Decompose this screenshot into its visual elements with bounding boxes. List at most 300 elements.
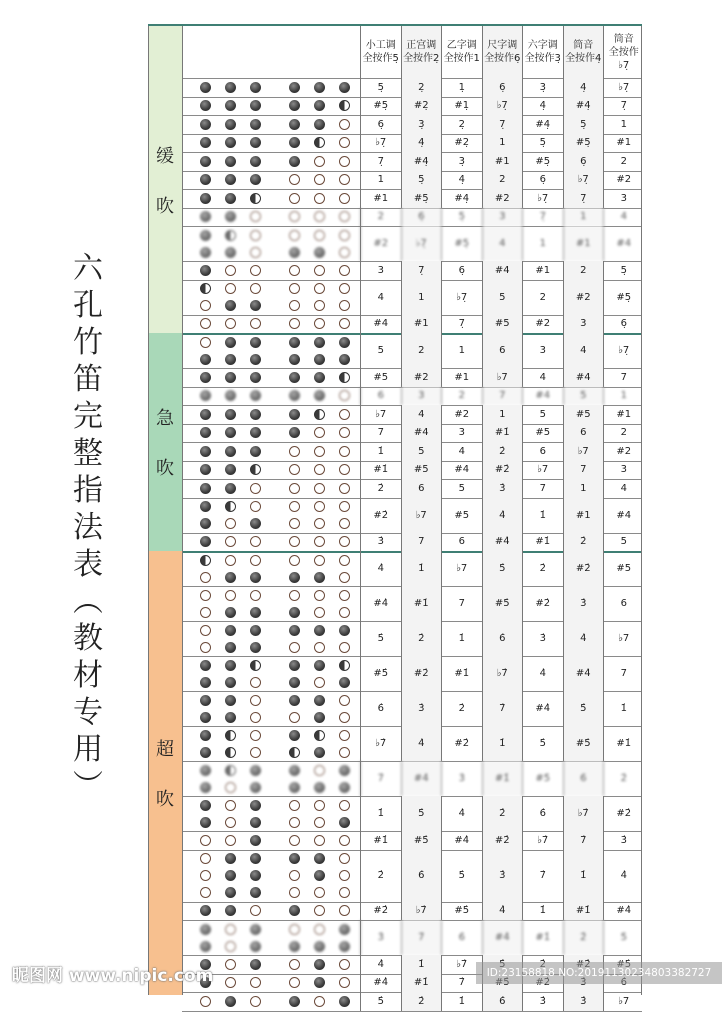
closed-hole-icon (339, 82, 350, 93)
hole-line (182, 262, 360, 279)
title-char: 六 (73, 251, 103, 286)
note-cell: 6 (401, 479, 442, 498)
note-cell: #4 (563, 368, 604, 387)
open-hole-icon (314, 555, 325, 566)
open-hole-icon (339, 427, 350, 438)
table-row (182, 761, 642, 797)
closed-hole-icon (200, 137, 211, 148)
fingering-diagram (182, 533, 360, 552)
note-cell: 3̇̇ (522, 992, 563, 1011)
closed-hole-icon (289, 390, 300, 401)
closed-hole-icon (200, 782, 211, 793)
half-hole-icon (250, 660, 261, 671)
closed-hole-icon (250, 800, 261, 811)
open-hole-icon (314, 427, 325, 438)
note-cell: #2̇̇ (360, 902, 401, 921)
open-hole-icon (339, 464, 350, 475)
note-cell: 5̇ (603, 920, 644, 955)
open-hole-icon (314, 464, 325, 475)
fingering-diagram (182, 97, 360, 116)
open-hole-icon (200, 625, 211, 636)
open-hole-icon (289, 211, 300, 222)
note-cell: 7 (563, 461, 604, 480)
open-hole-icon (339, 518, 350, 529)
open-hole-icon (339, 318, 350, 329)
fingering-diagram (182, 208, 360, 227)
half-hole-icon (225, 765, 236, 776)
fingering-diagram (182, 920, 360, 955)
closed-hole-icon (225, 119, 236, 130)
note-cell: 5̣ (522, 134, 563, 153)
note-cell: 3̣ (441, 152, 482, 171)
closed-hole-icon (289, 156, 300, 167)
note-cell: #4̇ (482, 533, 523, 552)
table-row (182, 850, 642, 903)
note-cell: 1̇ (360, 442, 401, 461)
note-cell: ♭7 (360, 405, 401, 424)
column-key: 筒音 (573, 40, 594, 51)
closed-hole-icon (200, 372, 211, 383)
note-cell: #5 (482, 315, 523, 334)
open-hole-icon (225, 283, 236, 294)
table-row (182, 226, 642, 262)
note-cell: #5̇ (563, 726, 604, 761)
open-hole-icon (289, 590, 300, 601)
note-cell: 1 (360, 171, 401, 190)
open-hole-icon (225, 265, 236, 276)
note-cell: 2 (563, 261, 604, 280)
closed-hole-icon (225, 887, 236, 898)
note-cell: 4 (603, 208, 644, 227)
note-cell: 6̣ (482, 78, 523, 97)
open-hole-icon (250, 677, 261, 688)
note-cell: 6̣ (563, 152, 604, 171)
note-cell: 5̣ (603, 261, 644, 280)
closed-hole-icon (289, 607, 300, 618)
note-cell: 6̇ (563, 761, 604, 796)
open-hole-icon (339, 747, 350, 758)
note-cell: ♭7̣ (603, 333, 644, 368)
note-cell: 2 (522, 280, 563, 315)
closed-hole-icon (339, 337, 350, 348)
column-header (360, 26, 401, 78)
open-hole-icon (225, 924, 236, 935)
note-cell: ♭7̇ (563, 796, 604, 831)
note-cell: 7̇ (401, 920, 442, 955)
note-cell: 6 (441, 533, 482, 552)
section-char: 吹 (156, 195, 174, 217)
open-hole-icon (314, 283, 325, 294)
fingering-diagram (182, 171, 360, 190)
closed-hole-icon (250, 82, 261, 93)
fingering-diagram (182, 226, 360, 261)
open-hole-icon (314, 536, 325, 547)
note-cell: #4̣ (563, 97, 604, 116)
note-cell: #2 (603, 171, 644, 190)
note-cell: #5 (441, 498, 482, 533)
hole-line (182, 244, 360, 261)
hole-line (182, 993, 360, 1010)
half-hole-icon (339, 372, 350, 383)
closed-hole-icon (250, 156, 261, 167)
hole-line (182, 79, 360, 96)
closed-hole-icon (200, 677, 211, 688)
closed-hole-icon (250, 765, 261, 776)
table-row (182, 97, 642, 117)
table-row (182, 208, 642, 228)
note-cell: 6 (603, 586, 644, 621)
open-hole-icon (314, 518, 325, 529)
open-hole-icon (289, 817, 300, 828)
open-hole-icon (200, 300, 211, 311)
half-hole-icon (250, 193, 261, 204)
half-hole-icon (200, 555, 211, 566)
closed-hole-icon (250, 607, 261, 618)
note-cell: 3̇ (401, 691, 442, 726)
closed-hole-icon (200, 390, 211, 401)
open-hole-icon (289, 642, 300, 653)
note-cell: ♭7̣ (441, 280, 482, 315)
title-char: 表 (73, 547, 103, 582)
closed-hole-icon (289, 409, 300, 420)
column-header (603, 26, 644, 78)
table-row (182, 902, 642, 922)
half-hole-icon (250, 464, 261, 475)
open-hole-icon (339, 853, 350, 864)
fingering-diagram (182, 333, 360, 368)
closed-hole-icon (289, 660, 300, 671)
note-cell: 3 (441, 424, 482, 443)
closed-hole-icon (225, 695, 236, 706)
note-cell: 3̣ (401, 115, 442, 134)
table-row (182, 261, 642, 281)
closed-hole-icon (225, 853, 236, 864)
note-cell: #4̣ (522, 115, 563, 134)
table-row (182, 78, 642, 98)
note-cell: 6̇ (522, 796, 563, 831)
closed-hole-icon (250, 835, 261, 846)
closed-hole-icon (250, 887, 261, 898)
open-hole-icon (339, 174, 350, 185)
note-cell: #2 (603, 442, 644, 461)
open-hole-icon (200, 337, 211, 348)
note-cell: #2 (563, 280, 604, 315)
note-cell: 5̣ (563, 115, 604, 134)
note-cell: 4 (522, 368, 563, 387)
note-cell: #1 (522, 261, 563, 280)
note-cell: 4̇ (441, 796, 482, 831)
note-cell: 5̇ (441, 850, 482, 902)
title-char: 材 (73, 658, 103, 693)
open-hole-icon (339, 905, 350, 916)
note-cell: #5̇ (522, 761, 563, 796)
note-cell: #4̇ (563, 656, 604, 691)
closed-hole-icon (289, 427, 300, 438)
hole-line (182, 902, 360, 919)
note-cell: 7̣ (522, 208, 563, 227)
open-hole-icon (339, 536, 350, 547)
closed-hole-icon (225, 677, 236, 688)
closed-hole-icon (289, 730, 300, 741)
fingering-diagram (182, 78, 360, 97)
closed-hole-icon (339, 677, 350, 688)
open-hole-icon (339, 483, 350, 494)
note-cell: ♭7̣ (482, 97, 523, 116)
grid-line (148, 26, 149, 995)
open-hole-icon (289, 924, 300, 935)
note-cell: 1̇ (401, 551, 442, 586)
note-cell: 5 (441, 479, 482, 498)
note-cell: #5̣ (563, 134, 604, 153)
closed-hole-icon (225, 625, 236, 636)
note-cell: 3̇̇ (563, 992, 604, 1011)
open-hole-icon (314, 211, 325, 222)
note-cell: #4 (603, 498, 644, 533)
note-cell: ♭7̣ (563, 171, 604, 190)
note-cell: 2̇ (482, 442, 523, 461)
note-cell: #1 (441, 368, 482, 387)
note-cell: 1̇ (603, 691, 644, 726)
hole-line (182, 315, 360, 332)
hole-line (182, 533, 360, 550)
header-row (182, 26, 642, 79)
closed-hole-icon (250, 390, 261, 401)
open-hole-icon (289, 265, 300, 276)
note-cell: #5 (563, 405, 604, 424)
note-cell: ♭7̣ (603, 78, 644, 97)
note-cell: #4̇ (360, 586, 401, 621)
column-key: 小工调 (365, 40, 396, 51)
note-cell: 7̣ (401, 261, 442, 280)
closed-hole-icon (289, 337, 300, 348)
note-cell: ♭7̇ (522, 831, 563, 850)
closed-hole-icon (250, 853, 261, 864)
open-hole-icon (225, 555, 236, 566)
hole-line (182, 171, 360, 188)
closed-hole-icon (314, 695, 325, 706)
note-cell: 5̇̇ (360, 992, 401, 1011)
half-hole-icon (200, 283, 211, 294)
open-hole-icon (200, 853, 211, 864)
closed-hole-icon (200, 695, 211, 706)
note-cell: #1 (603, 134, 644, 153)
section-char: 超 (156, 739, 174, 760)
note-cell: 7 (360, 424, 401, 443)
note-cell: 5̇ (360, 621, 401, 656)
note-cell: 6̣ (522, 171, 563, 190)
fingering-diagram (182, 387, 360, 406)
note-cell: #1̇̇ (563, 902, 604, 921)
table-row (182, 171, 642, 191)
hole-line (182, 569, 360, 586)
open-hole-icon (314, 300, 325, 311)
open-hole-icon (339, 977, 350, 988)
open-hole-icon (339, 870, 350, 881)
note-cell: #2 (441, 405, 482, 424)
note-cell: #5̇ (482, 586, 523, 621)
title-char: ︶ (73, 769, 103, 804)
title-char: 专 (73, 695, 103, 730)
closed-hole-icon (200, 156, 211, 167)
table-row (182, 479, 642, 499)
open-hole-icon (339, 959, 350, 970)
note-cell: #4 (522, 387, 563, 406)
hole-line (182, 334, 360, 351)
column-header (563, 26, 604, 78)
fingering-diagram (182, 586, 360, 621)
note-cell: 1 (441, 333, 482, 368)
hole-line (182, 369, 360, 386)
note-cell: #1 (563, 498, 604, 533)
open-hole-icon (314, 905, 325, 916)
open-hole-icon (289, 501, 300, 512)
note-cell: 1 (482, 134, 523, 153)
note-cell: #4̇̇ (360, 974, 401, 993)
hole-line (182, 938, 360, 955)
table-row (182, 424, 642, 444)
note-cell: ♭7 (522, 461, 563, 480)
closed-hole-icon (200, 354, 211, 365)
closed-hole-icon (250, 174, 261, 185)
note-cell: 3̇ (482, 479, 523, 498)
open-hole-icon (289, 174, 300, 185)
note-cell: #5 (360, 368, 401, 387)
open-hole-icon (250, 730, 261, 741)
open-hole-icon (314, 817, 325, 828)
open-hole-icon (250, 747, 261, 758)
note-cell: 3̇ (441, 761, 482, 796)
open-hole-icon (314, 996, 325, 1007)
fingering-diagram (182, 405, 360, 424)
note-cell: 4̇ (482, 498, 523, 533)
note-cell: 2̇ (603, 761, 644, 796)
note-cell: 4 (441, 442, 482, 461)
note-cell: 4 (360, 280, 401, 315)
closed-hole-icon (250, 870, 261, 881)
closed-hole-icon (250, 924, 261, 935)
closed-hole-icon (250, 409, 261, 420)
note-cell: 6̇ (482, 621, 523, 656)
fingering-diagram (182, 691, 360, 726)
open-hole-icon (250, 318, 261, 329)
half-hole-icon (289, 747, 300, 758)
half-hole-icon (314, 409, 325, 420)
hole-line (182, 190, 360, 207)
note-cell: 7̇ (563, 831, 604, 850)
open-hole-icon (289, 977, 300, 988)
note-cell: 2̇ (563, 533, 604, 552)
note-cell: 3̣ (522, 78, 563, 97)
hole-line (182, 97, 360, 114)
note-cell: ♭7 (603, 621, 644, 656)
closed-hole-icon (250, 625, 261, 636)
title-char: 用 (73, 732, 103, 767)
fingering-diagram (182, 761, 360, 796)
note-cell: 5 (603, 533, 644, 552)
closed-hole-icon (289, 765, 300, 776)
open-hole-icon (339, 730, 350, 741)
open-hole-icon (314, 156, 325, 167)
open-hole-icon (314, 924, 325, 935)
note-cell: 6̣ (360, 115, 401, 134)
open-hole-icon (250, 590, 261, 601)
note-cell: 3 (563, 315, 604, 334)
fingering-diagram (182, 315, 360, 334)
note-cell: #2̣ (441, 134, 482, 153)
table-row (182, 115, 642, 135)
note-cell: 1̇̇ (401, 955, 442, 974)
hole-line (182, 779, 360, 796)
closed-hole-icon (225, 483, 236, 494)
closed-hole-icon (339, 354, 350, 365)
closed-hole-icon (200, 660, 211, 671)
table-row (182, 621, 642, 657)
hole-line (182, 622, 360, 639)
closed-hole-icon (225, 409, 236, 420)
note-cell: #2̇ (401, 656, 442, 691)
open-hole-icon (314, 835, 325, 846)
column-base: 全按作1 (443, 53, 480, 64)
note-cell: ♭7 (441, 551, 482, 586)
open-hole-icon (314, 318, 325, 329)
table-row (182, 992, 642, 1012)
closed-hole-icon (225, 372, 236, 383)
closed-hole-icon (225, 82, 236, 93)
note-cell: 6̇ (401, 850, 442, 902)
open-hole-icon (200, 835, 211, 846)
note-cell: #5̇ (441, 902, 482, 921)
closed-hole-icon (339, 924, 350, 935)
closed-hole-icon (250, 782, 261, 793)
open-hole-icon (200, 590, 211, 601)
note-cell: 5̣ (401, 171, 442, 190)
closed-hole-icon (339, 765, 350, 776)
note-cell: 5̇ (401, 796, 442, 831)
note-cell: 6̣ (441, 261, 482, 280)
hole-line (182, 762, 360, 779)
table-row (182, 461, 642, 481)
note-cell: #1 (482, 152, 523, 171)
note-cell: #2̇ (522, 586, 563, 621)
note-cell: 4̣ (563, 78, 604, 97)
hole-line (182, 406, 360, 423)
closed-hole-icon (200, 800, 211, 811)
closed-hole-icon (225, 464, 236, 475)
hole-line (182, 884, 360, 901)
open-hole-icon (339, 247, 350, 258)
closed-hole-icon (289, 782, 300, 793)
note-cell: 4 (563, 333, 604, 368)
open-hole-icon (314, 677, 325, 688)
note-cell: 2 (401, 333, 442, 368)
fingering-diagram (182, 479, 360, 498)
table-row (182, 368, 642, 388)
closed-hole-icon (314, 354, 325, 365)
closed-hole-icon (225, 300, 236, 311)
note-cell: 4̇ (522, 656, 563, 691)
closed-hole-icon (200, 464, 211, 475)
table-row (182, 189, 642, 209)
column-base: 全按作3̣ (524, 53, 561, 64)
note-cell: 5̇ (522, 726, 563, 761)
note-cell: #5 (401, 461, 442, 480)
note-cell: #2̣ (401, 97, 442, 116)
closed-hole-icon (225, 996, 236, 1007)
table-row (182, 533, 642, 554)
column-header (482, 26, 523, 78)
note-cell: #5̣ (603, 280, 644, 315)
open-hole-icon (339, 265, 350, 276)
